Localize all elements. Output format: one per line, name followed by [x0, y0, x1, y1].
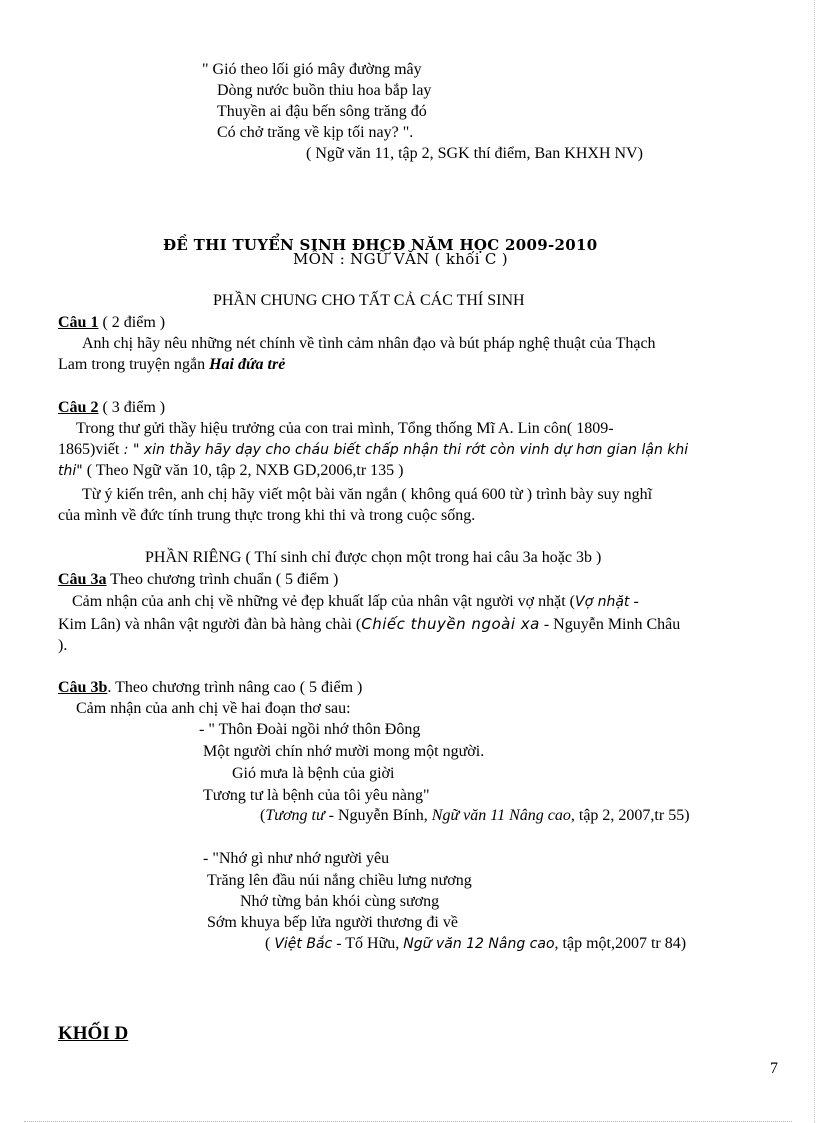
poem1-line-1: - " Thôn Đoài ngồi nhớ thôn Đông	[199, 721, 421, 738]
page-right-border	[814, 0, 815, 1123]
private-heading: PHẦN RIÊNG ( Thí sinh chỉ được chọn một trong hai câu 3a hoặc 3b )	[145, 549, 602, 566]
poem2-line-2: Trăng lên đầu núi nắng chiều lưng nương	[207, 872, 472, 889]
poem1-source-a: (	[260, 807, 266, 824]
poem-top-line-2: Dòng nước buồn thiu hoa bắp lay	[217, 82, 432, 99]
q3a-points: Theo chương trình chuẩn ( 5 điểm )	[106, 571, 339, 588]
exam-title: ĐỀ THI TUYỂN SINH ĐHCĐ NĂM HỌC 2009-2010	[163, 236, 598, 254]
q3a-line-2-c: - Nguyễn Minh Châu	[539, 616, 681, 633]
q3b-label: Câu 3b	[58, 679, 108, 696]
section-khoi-d: KHỐI D	[58, 1023, 129, 1044]
q2-line-2-a: 1865)viết	[58, 441, 120, 458]
common-heading: PHẦN CHUNG CHO TẤT CẢ CÁC THÍ SINH	[213, 292, 525, 309]
poem-top-source: ( Ngữ văn 11, tập 2, SGK thí điểm, Ban KHXH NV)	[306, 145, 643, 162]
q3a-work-chiec-thuyen: Chiếc thuyền ngoài xa	[361, 615, 540, 633]
poem-top-line-4: Có chở trăng về kịp tối nay? ".	[217, 124, 414, 141]
q3a-line-2-a: Kim Lân) và nhân vật người đàn bà hàng chài (	[58, 616, 362, 633]
poem2-source	[265, 934, 686, 954]
poem1-source-ref: , tập 2, 2007,tr 55)	[570, 807, 690, 824]
poem2-line-3: Nhớ từng bản khói cùng sương	[240, 893, 440, 910]
q1-work-title: Hai đứa trẻ	[209, 356, 286, 373]
poem2-line-4: Sớm khuya bếp lửa người thương đi về	[207, 914, 458, 931]
q2-label: Câu 2	[58, 399, 99, 416]
exam-subject: MÔN : NGỮ VĂN ( khối C )	[293, 250, 508, 268]
q2-line-4: Từ ý kiến trên, anh chị hãy viết một bài văn ngắn ( không quá 600 từ ) trình bày suy nghĩ	[82, 486, 653, 503]
q3b-points: . Theo chương trình nâng cao ( 5 điểm )	[107, 679, 363, 696]
q3a-line-1	[72, 592, 639, 612]
q2-line-2	[58, 440, 688, 460]
q3a-line-1-a: Cảm nhận của anh chị về những vẻ đẹp khuất lấp của nhân vật người vợ nhặt (	[72, 593, 576, 610]
q1-header	[58, 313, 165, 333]
poem1-line-4: Tương tư là bệnh của tôi yêu nàng"	[203, 787, 430, 804]
q2-line-5: của mình về đức tính trung thực trong khi thi và trong cuộc sống.	[58, 507, 476, 524]
q2-line-3	[58, 461, 403, 481]
poem1-line-2: Một người chín nhớ mười mong một người.	[203, 743, 485, 760]
q1-label: Câu 1	[58, 314, 99, 331]
q3a-work-vo-nhat: Vợ nhặt	[575, 594, 630, 610]
q3b-header	[58, 678, 362, 698]
q2-points: ( 3 điểm )	[98, 399, 166, 416]
q2-quote: : " xin thầy hãy dạy cho cháu biết chấp nhận thi rớt còn vinh dự hơn gian lận khi	[119, 442, 689, 458]
q2-header	[58, 398, 165, 418]
q1-line-1: Anh chị hãy nêu những nét chính về tình cảm nhân đạo và bút pháp nghệ thuật của Thạch	[82, 335, 656, 352]
poem2-source-ref: , tập một,2007 tr 84)	[554, 935, 687, 952]
poem1-source-author: - Nguyễn Bính,	[324, 807, 432, 824]
q3a-line-1-c: -	[629, 593, 639, 610]
poem2-line-1: - "Nhớ gì như nhớ người yêu	[203, 850, 390, 867]
page-bottom-border	[24, 1121, 792, 1122]
poem1-source-title: Tương tư	[265, 807, 325, 824]
q3a-line-3: ).	[58, 637, 68, 654]
q2-line-1: Trong thư gửi thầy hiệu trưởng của con trai mình, Tổng thống Mĩ A. Lin côn( 1809-	[76, 420, 614, 437]
page-number: 7	[770, 1060, 778, 1077]
q1-points: ( 2 điểm )	[98, 314, 166, 331]
poem1-line-3: Gió mưa là bệnh của giời	[232, 765, 395, 782]
poem2-source-title: Việt Bắc	[274, 936, 333, 952]
poem1-source	[260, 806, 690, 826]
q1-line-2	[58, 355, 285, 375]
poem2-source-book: Ngữ văn 12 Nâng cao	[403, 936, 555, 952]
poem1-source-book: Ngữ văn 11 Nâng cao	[431, 807, 571, 824]
q1-line-2-text: Lam trong truyện ngắn	[58, 356, 210, 373]
q2-line-3-source: ( Theo Ngữ văn 10, tập 2, NXB GD,2006,tr 135 )	[82, 462, 404, 479]
q3b-intro: Cảm nhận của anh chị về hai đoạn thơ sau:	[76, 700, 351, 717]
q3a-label: Câu 3a	[58, 571, 107, 588]
q3a-header	[58, 570, 338, 590]
poem-top-line-3: Thuyền ai đậu bến sông trăng đó	[217, 103, 427, 120]
q2-quote-end: thi"	[58, 463, 83, 479]
poem-top-line-1: " Gió theo lối gió mây đường mây	[202, 61, 422, 78]
poem2-source-a: (	[265, 935, 275, 952]
q3a-line-2	[58, 614, 680, 635]
poem2-source-author: - Tố Hữu,	[332, 935, 404, 952]
